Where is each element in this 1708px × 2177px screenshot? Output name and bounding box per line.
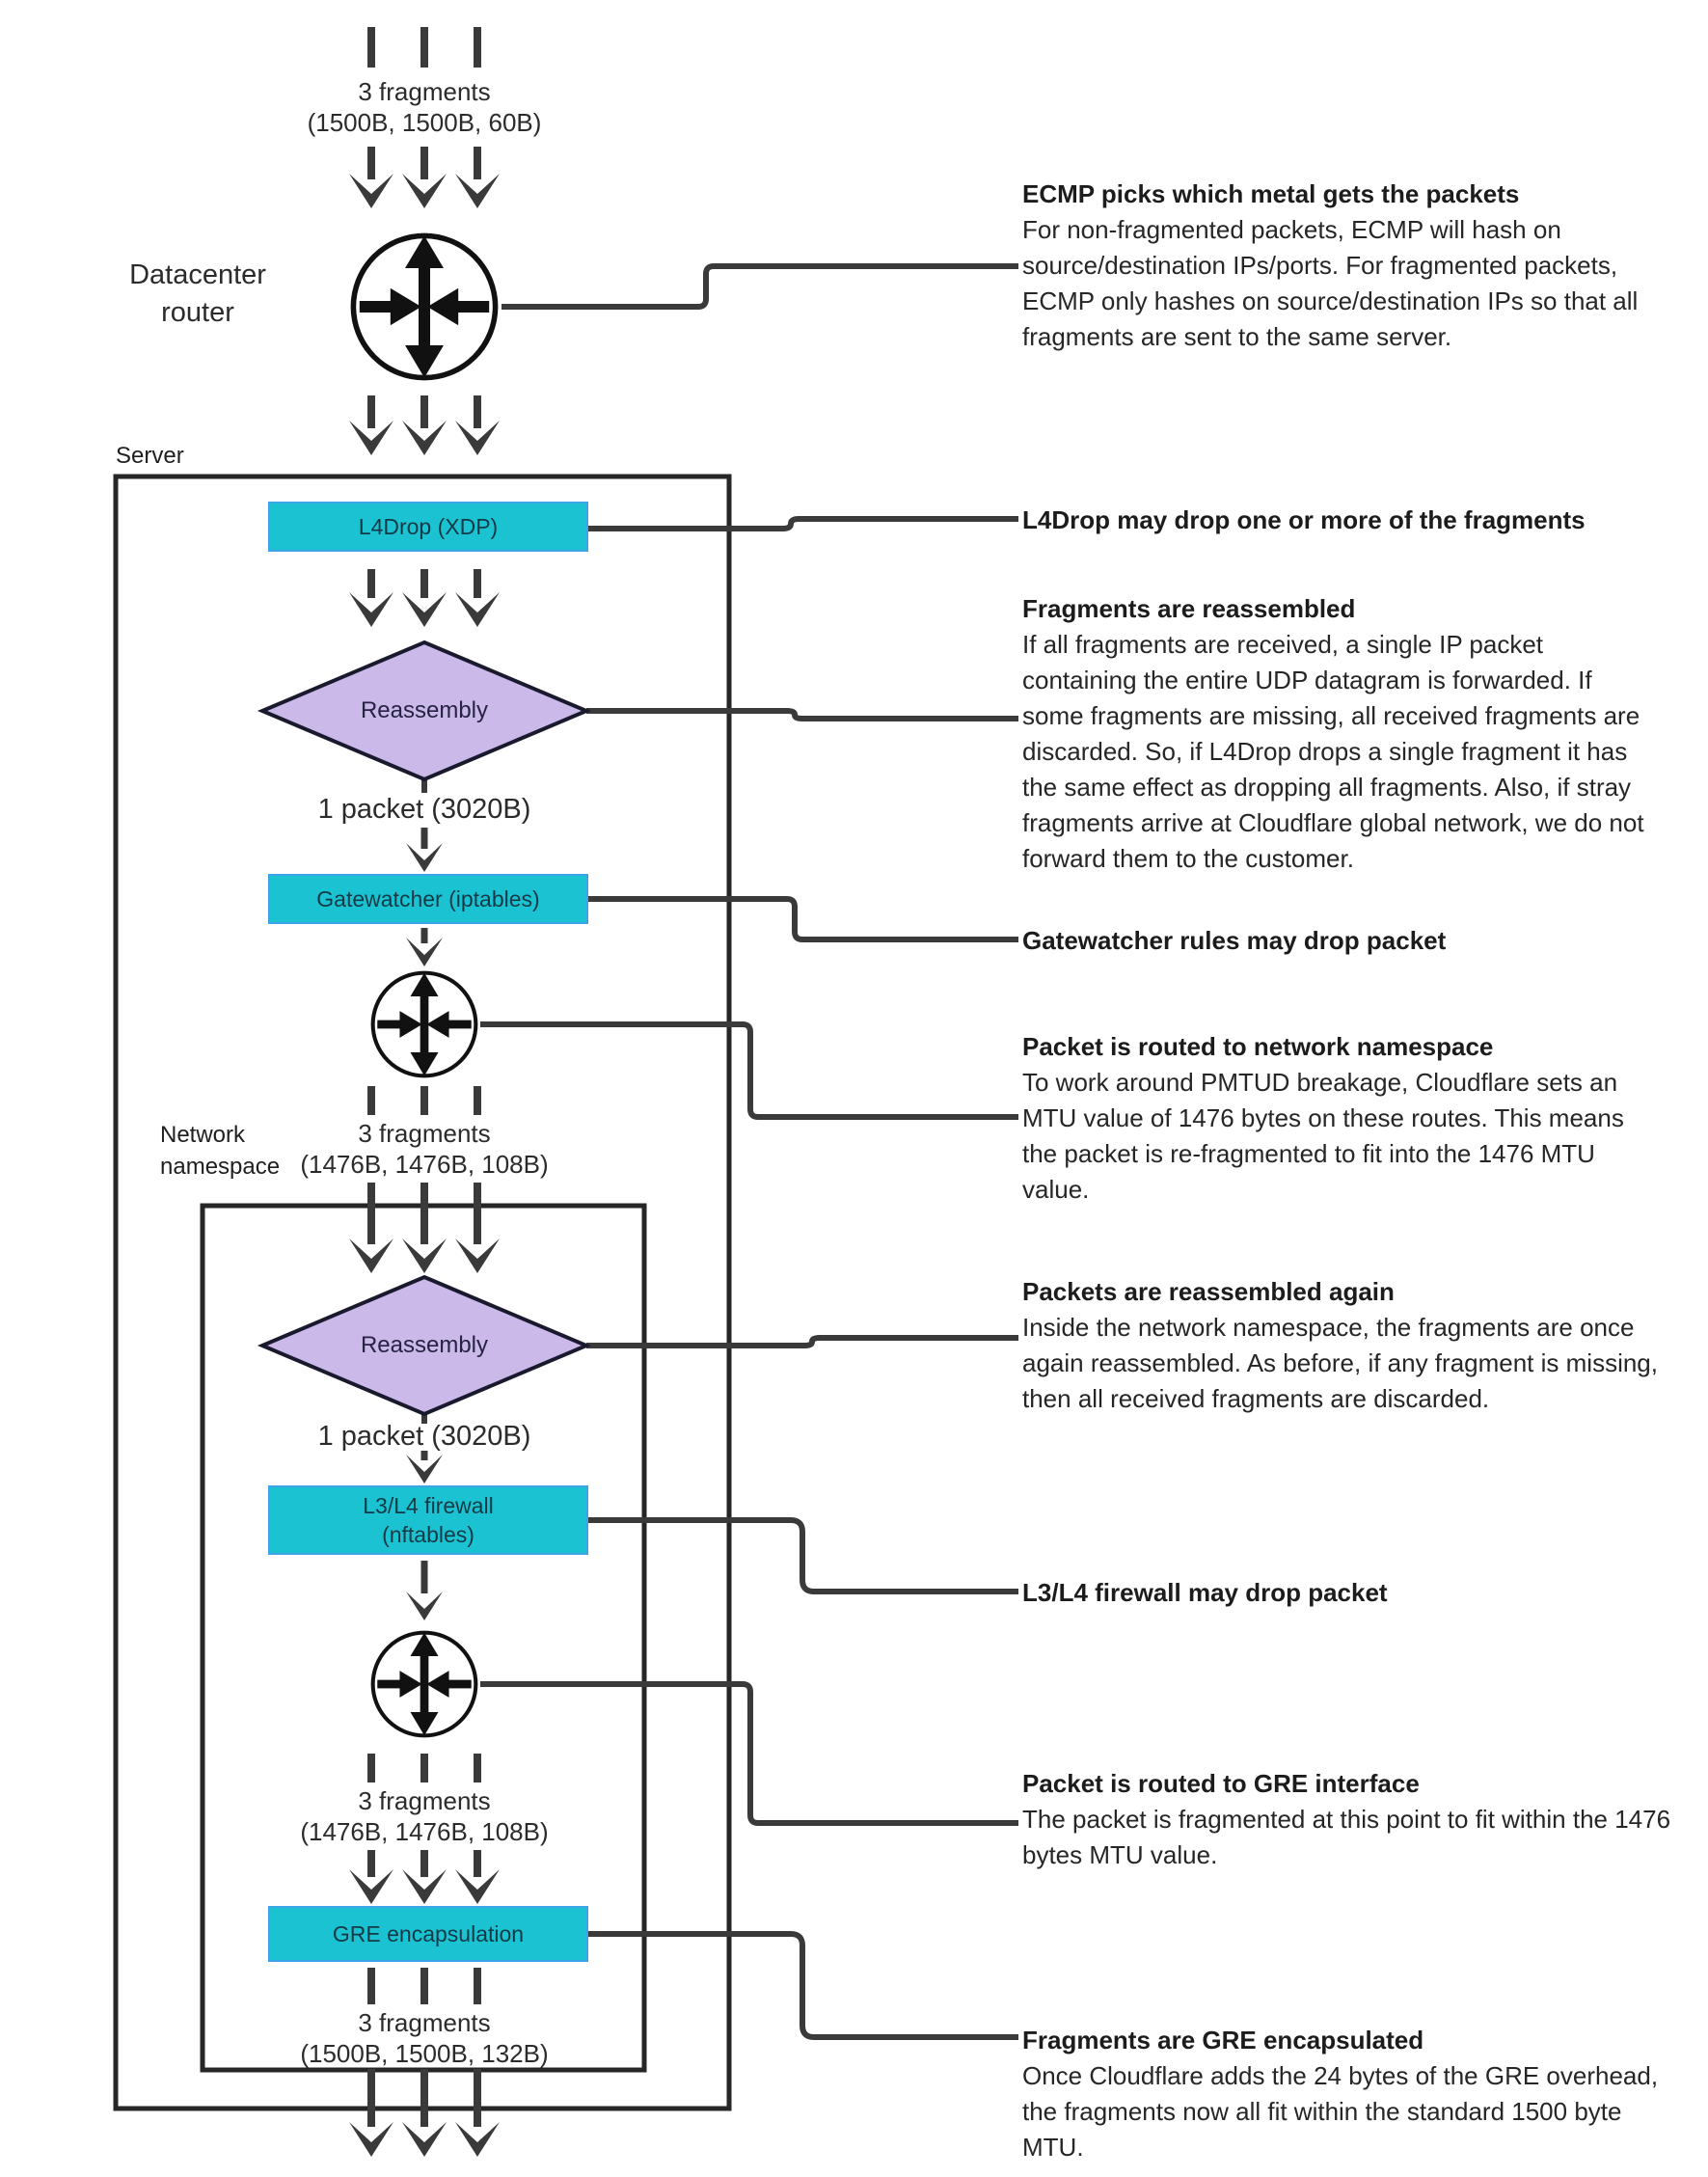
connector-reassembled [586,711,1018,719]
annotation-body: To work around PMTUD breakage, Cloudflare sets an MTU value of 1476 bytes on these routes. This means the packet is re-fragmented to fit into the 1476 MTU value. [1022,1068,1624,1204]
single-arrow-to-firewall [406,1451,443,1483]
fragment-arrows-into-router [349,147,500,208]
connector-reassembled-again [586,1338,1018,1346]
gre-fragments-sizes: (1476B, 1476B, 108B) [300,1817,549,1846]
annotation-body: Once Cloudflare adds the 24 bytes of the GRE overhead, the fragments now all fit within the standard 1500 byte MTU. [1022,2061,1659,2162]
top-fragments-sizes: (1500B, 1500B, 60B) [307,108,542,137]
fragment-dashes-out [371,1968,477,2004]
annotation-reassembled-again [1022,1273,1668,1417]
annotation-title: L3/L4 firewall may drop packet [1022,1578,1388,1607]
annotation-title: Packet is routed to network namespace [1022,1032,1494,1061]
reassembly1-label: Reassembly [360,697,489,723]
server-label: Server [116,443,184,469]
top-fragments-count: 3 fragments [358,77,491,106]
firewall-label-line2: (nftables) [382,1522,474,1547]
server-router-icon [373,973,476,1076]
annotation-body: If all fragments are received, a single IP packet containing the entire UDP datagram is forwarded. If some fragments are missing, all received fragments are discarded. So, if L4Drop drops a single fragment it has the same effect as dropping all fragments. Also, if stray fragments arrive at Cloudflare global network, we do not forward them to the customer. [1022,630,1644,873]
annotation-body: Inside the network namespace, the fragments are once again reassembled. As before, if any fragment is missing, then all received fragments are discarded. [1022,1313,1658,1413]
gatewatcher-label: Gatewatcher (iptables) [316,886,540,912]
annotation-title: Fragments are GRE encapsulated [1022,2026,1424,2055]
mid-fragments-count: 3 fragments [358,1119,491,1148]
connector-netns-route [480,1024,1018,1117]
gre-fragments-count: 3 fragments [358,1786,491,1815]
fragment-arrows-to-reassembly1 [349,569,500,627]
network-namespace-label: Network namespace [160,1122,281,1180]
single-arrow-to-router3 [406,1561,443,1620]
annotation-netns-route [1022,1028,1630,1208]
mid-fragments-sizes: (1476B, 1476B, 108B) [300,1150,549,1179]
fragment-arrows-into-server [349,395,500,455]
fragment-dashes-mid [371,1086,477,1115]
annotation-title: Fragments are reassembled [1022,594,1356,623]
out-fragments-sizes: (1500B, 1500B, 132B) [300,2039,549,2068]
connector-gre-encap [588,1934,1018,2037]
annotation-title: Gatewatcher rules may drop packet [1022,926,1447,955]
connector-l4drop-note [588,519,1018,529]
annotation-title: Packets are reassembled again [1022,1277,1395,1306]
packet2-label: 1 packet (3020B) [317,1421,531,1452]
l4drop-label: L4Drop (XDP) [358,514,499,539]
gre-label: GRE encapsulation [332,1921,525,1946]
annotation-reassembled [1022,590,1644,877]
fragment-dashes-top [371,27,477,68]
datacenter-router-icon [353,235,495,377]
firewall-label-line1: L3/L4 firewall [363,1493,494,1518]
annotation-body: The packet is fragmented at this point to fit within the 1476 bytes MTU value. [1022,1805,1671,1869]
annotation-title: ECMP picks which metal gets the packets [1022,179,1520,208]
datacenter-router-label: Datacenter router [129,259,266,328]
out-fragments-count: 3 fragments [358,2008,491,2037]
annotation-firewall-note [1022,1574,1697,1611]
fragment-arrows-out [349,2069,500,2157]
fragment-arrows-into-namespace [349,1183,500,1273]
annotation-gre-encap [1022,2022,1659,2165]
packet1-label: 1 packet (3020B) [317,794,531,825]
l4drop-node [268,502,588,552]
gre-node [268,1906,588,1962]
annotation-l4drop-note [1022,502,1697,538]
firewall-node [268,1485,588,1555]
connector-ecmp [502,266,1018,307]
annotation-ecmp [1022,176,1673,355]
annotation-gre-route [1022,1765,1688,1873]
connector-firewall-note [588,1520,1018,1592]
reassembly2-label: Reassembly [360,1332,489,1358]
connector-gatewatcher-note [588,899,1018,939]
namespace-router-icon [373,1633,476,1736]
annotation-title: Packet is routed to GRE interface [1022,1769,1420,1798]
annotation-title: L4Drop may drop one or more of the fragments [1022,505,1586,534]
annotation-body: For non-fragmented packets, ECMP will hash on source/destination IPs/ports. For fragmented packets, ECMP only hashes on source/destination IPs so that all fragments are sent to the same server. [1022,215,1639,351]
single-arrow-to-gatewatcher [406,828,443,872]
gatewatcher-node [268,874,588,924]
fragment-arrows-into-gre [349,1850,500,1904]
annotation-gatewatcher-note [1022,922,1697,959]
fragment-dashes-gre [371,1754,477,1782]
single-arrow-to-router2 [406,928,443,966]
